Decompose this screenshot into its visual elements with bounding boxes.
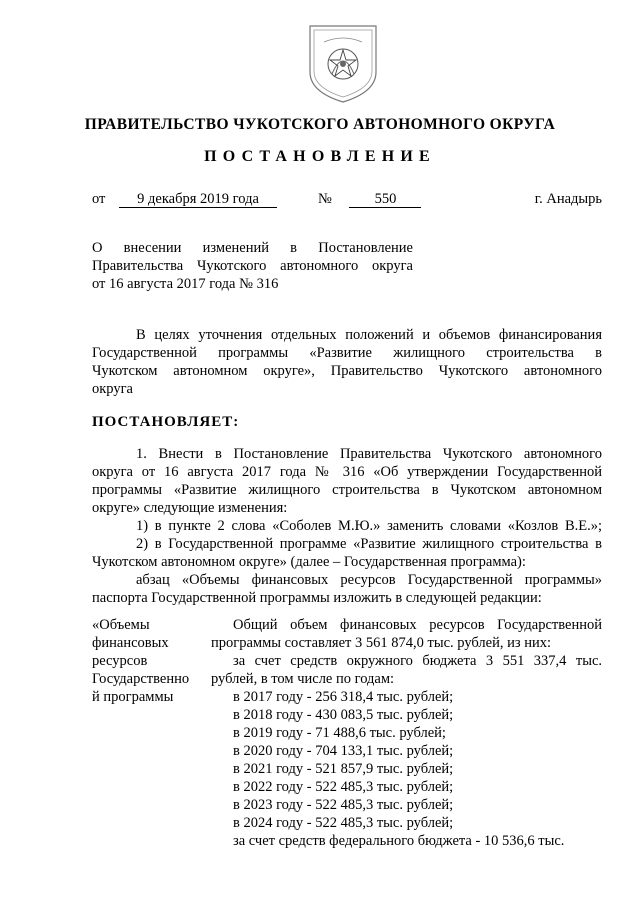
value-line: Общий объем финансовых ресурсов Государственной	[233, 617, 602, 633]
body-line: округе» следующие изменения:	[92, 500, 288, 516]
number-row	[318, 191, 421, 208]
body-line: программы «Развитие жилищного строительства в Чукотском автономном	[92, 482, 602, 498]
value-line: за счет средств окружного бюджета 3 551 337,4 тыс.	[233, 653, 602, 669]
value-line: за счет средств федерального бюджета - 10 536,6 тыс.	[233, 833, 565, 849]
document-date: 9 декабря 2019 года	[119, 192, 277, 208]
subject-block	[92, 239, 413, 293]
value-line: в 2019 году - 71 488,6 тыс. рублей;	[233, 725, 446, 741]
value-line: в 2018 году - 430 083,5 тыс. рублей;	[233, 707, 454, 723]
date-row	[92, 191, 277, 208]
body-line: абзац «Объемы финансовых ресурсов Государственной программы»	[136, 572, 602, 588]
body-line: Чукотском автономном округе» (далее – Государственная программа):	[92, 554, 526, 570]
value-line: в 2017 году - 256 318,4 тыс. рублей;	[233, 689, 454, 705]
body-line: паспорта Государственной программы изложить в следующей редакции:	[92, 590, 542, 606]
subject-line: О внесении изменений в Постановление	[92, 240, 413, 256]
body-paragraphs	[92, 445, 602, 607]
document-type-title: ПОСТАНОВЛЕНИЕ	[204, 148, 436, 165]
value-line: в 2021 году - 521 857,9 тыс. рублей;	[233, 761, 454, 777]
resolves-heading: ПОСТАНОВЛЯЕТ:	[92, 414, 240, 430]
preamble-paragraph	[92, 326, 602, 398]
body-line: 1. Внести в Постановление Правительства Чукотского автономного	[136, 446, 602, 462]
passport-row-label	[92, 616, 189, 706]
number-label: №	[318, 191, 332, 207]
value-line: рублей, в том числе по годам:	[211, 671, 395, 687]
label-line: й программы	[92, 689, 174, 705]
value-line: в 2023 году - 522 485,3 тыс. рублей;	[233, 797, 454, 813]
from-label: от	[92, 191, 106, 207]
value-line: в 2024 году - 522 485,3 тыс. рублей;	[233, 815, 454, 831]
preamble-line: Чукотском автономном округе», Правительство Чукотского автономного	[92, 363, 602, 379]
label-line: финансовых	[92, 635, 169, 651]
value-line: программы составляет 3 561 874,0 тыс. рублей, из них:	[211, 635, 551, 651]
preamble-line: В целях уточнения отдельных положений и объемов финансирования	[136, 327, 602, 343]
body-line: 2) в Государственной программе «Развитие жилищного строительства в	[136, 536, 602, 552]
value-line: в 2022 году - 522 485,3 тыс. рублей;	[233, 779, 454, 795]
document-city: г. Анадырь	[534, 191, 602, 207]
label-line: ресурсов	[92, 653, 148, 669]
document-number: 550	[349, 192, 421, 208]
preamble-line: Государственной программы «Развитие жилищного строительства в	[92, 345, 602, 361]
passport-row-value	[211, 616, 602, 850]
subject-line: от 16 августа 2017 года № 316	[92, 276, 279, 292]
label-line: Государственно	[92, 671, 190, 687]
value-line: в 2020 году - 704 133,1 тыс. рублей;	[233, 743, 454, 759]
body-line: округа от 16 августа 2017 года № 316 «Об утверждении Государственной	[92, 464, 602, 480]
label-line: «Объемы	[92, 617, 150, 633]
body-line: 1) в пункте 2 слова «Соболев М.Ю.» заменить словами «Козлов В.Е.»;	[136, 518, 602, 534]
organization-title: ПРАВИТЕЛЬСТВО ЧУКОТСКОГО АВТОНОМНОГО ОКРУГА	[84, 116, 556, 133]
coat-of-arms-emblem	[306, 20, 380, 104]
subject-line: Правительства Чукотского автономного округа	[92, 258, 413, 274]
preamble-line: округа	[92, 381, 133, 397]
